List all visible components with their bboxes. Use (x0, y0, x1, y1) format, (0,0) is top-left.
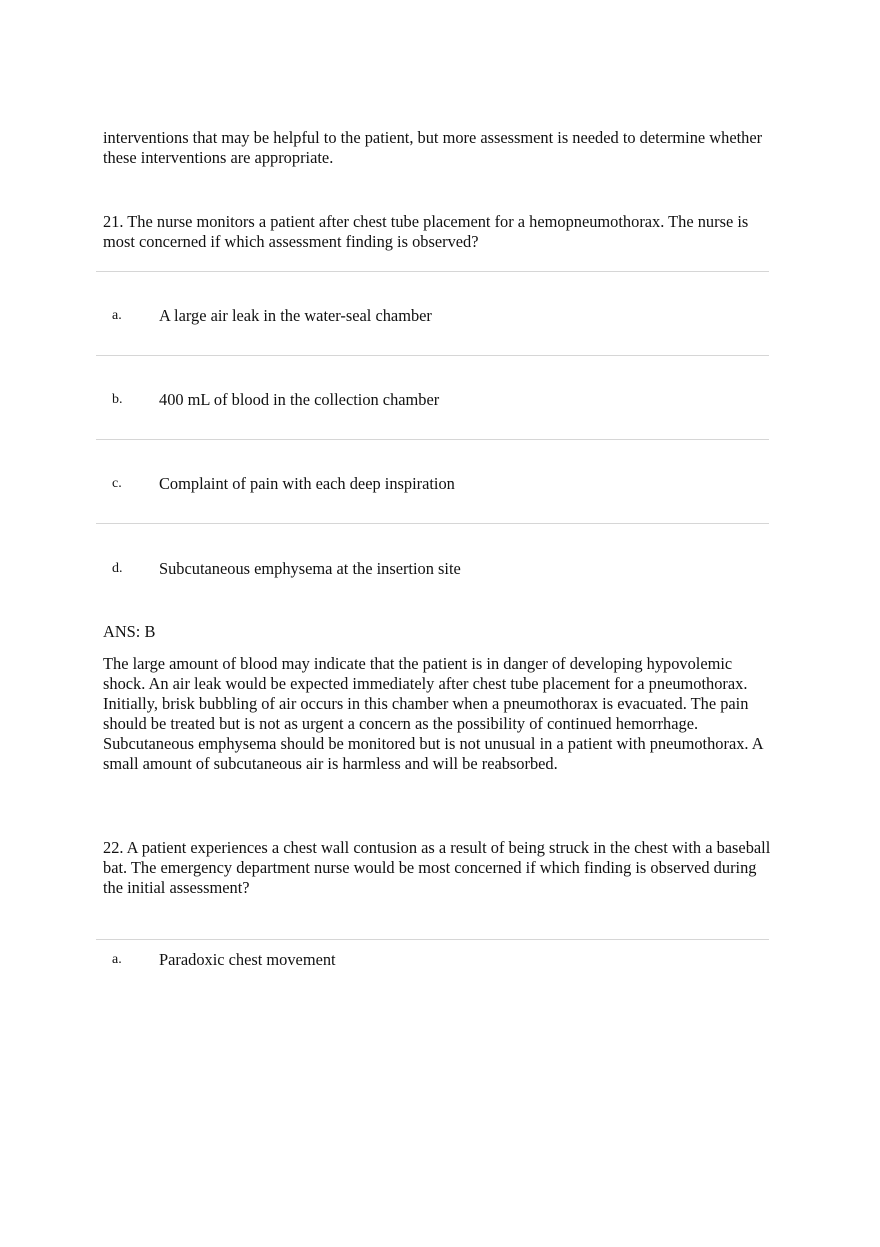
q22-option-a-letter: a. (112, 952, 122, 967)
q21-option-b-letter: b. (112, 392, 123, 407)
q22-option-a-text: Paradoxic chest movement (159, 950, 336, 969)
q21-option-c-letter: c. (112, 476, 122, 491)
question-21-text: 21. The nurse monitors a patient after chest tube placement for a hemopneumothorax. The nurse is most concerned if which assessment finding is observed? (103, 212, 749, 251)
divider (96, 939, 769, 940)
q21-rationale: The large amount of blood may indicate that the patient is in danger of developing hypovolemic shock. An air leak would be expected immediately after chest tube placement for a pneumothorax. Initially, brisk bubbling of air occurs in this chamber when a pneumothorax is evacuated. The pain should be treated but is not as urgent a concern as the possibility of continued hemorrhage. Subcutaneous emphysema should be monitored but is not unusual in a patient with pneumothorax. A small amount of subcutaneous air is harmless and will be reabsorbed. (103, 654, 763, 773)
q21-option-d-letter: d. (112, 561, 123, 576)
q21-option-c-text: Complaint of pain with each deep inspiration (159, 474, 455, 493)
divider (96, 439, 769, 440)
q21-answer: ANS: B (103, 622, 156, 641)
divider (96, 523, 769, 524)
q21-option-d-text: Subcutaneous emphysema at the insertion site (159, 559, 461, 578)
divider (96, 355, 769, 356)
q21-option-a-letter: a. (112, 308, 122, 323)
divider (96, 271, 769, 272)
q21-option-a-text: A large air leak in the water-seal chamber (159, 306, 432, 325)
intro-paragraph: interventions that may be helpful to the patient, but more assessment is needed to determine whether these interventions are appropriate. (103, 128, 763, 167)
q21-option-b-text: 400 mL of blood in the collection chamber (159, 390, 440, 409)
question-22-text: 22. A patient experiences a chest wall contusion as a result of being struck in the chest with a baseball bat. The emergency department nurse would be most concerned if which finding is observed during the initial assessment? (103, 838, 771, 897)
